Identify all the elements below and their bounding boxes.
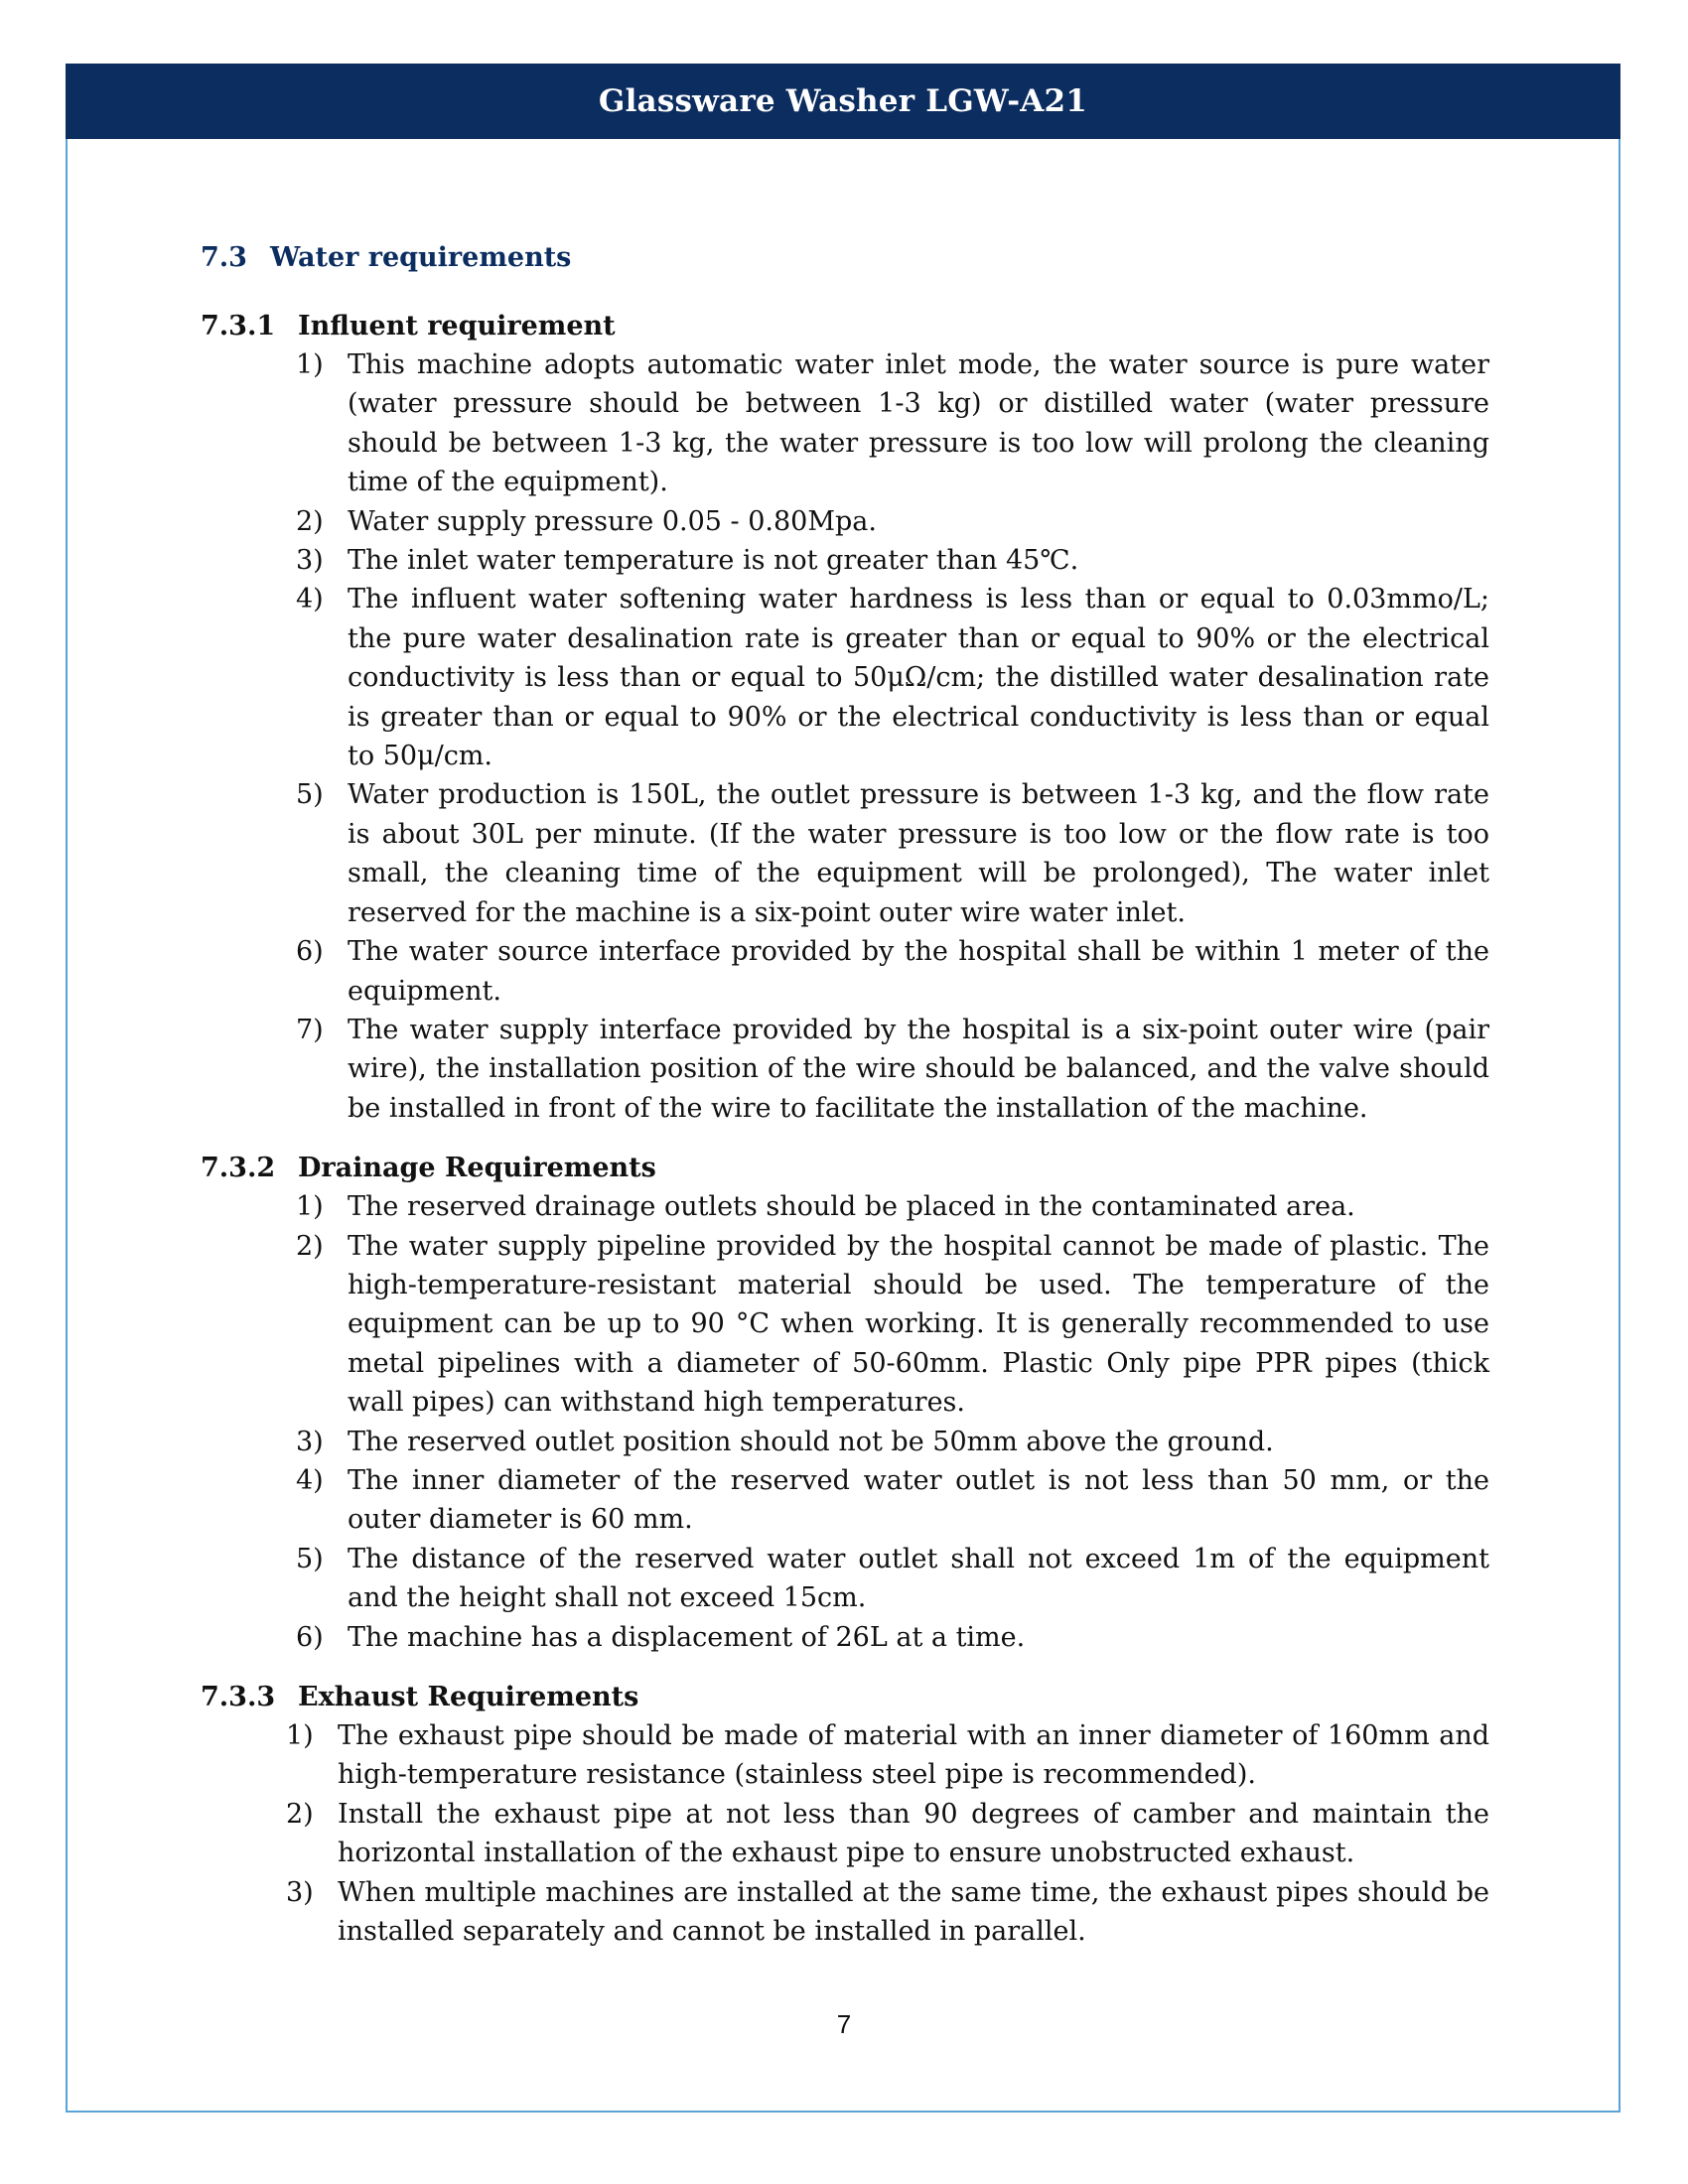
list-marker: 6) — [296, 1621, 324, 1653]
list-item-text: This machine adopts automatic water inlet mode, the water source is pure water (water pressure should be between 1-3 kg) or distilled water (water pressure should be between 1-3 kg, the water pressure is too low will prolong the cleaning time of the equipment). — [348, 349, 1489, 498]
list-item-text: The inlet water temperature is not greater than 45℃. — [348, 545, 1079, 577]
list-item-text: The exhaust pipe should be made of material with an inner diameter of 160mm and high-temperature resistance (stainless steel pipe is recommended). — [338, 1720, 1489, 1791]
list-marker: 6) — [296, 936, 324, 968]
list-item — [296, 1011, 1489, 1128]
subsection-heading-drainage — [201, 1149, 1491, 1187]
list-marker: 5) — [296, 779, 324, 811]
list-item-text: Water production is 150L, the outlet pressure is between 1-3 kg, and the flow rate is about 30L per minute. (If the water pressure is too low or the flow rate is too small, the cleaning time of the equipment will be prolonged), The water inlet reserved for the machine is a six-point outer wire water inlet. — [348, 779, 1489, 928]
exhaust-requirements-list — [201, 1716, 1491, 1951]
list-marker: 2) — [296, 1230, 324, 1262]
subsection-heading-influent — [201, 307, 1491, 345]
list-marker: 2) — [296, 505, 324, 537]
list-item — [296, 1187, 1489, 1226]
subsection-number: 7.3.2 — [201, 1153, 276, 1184]
document-header — [66, 64, 1620, 139]
subsection-number: 7.3.1 — [201, 311, 276, 341]
section-number: 7.3 — [201, 242, 247, 273]
list-item — [296, 775, 1489, 932]
drainage-requirements-list — [201, 1187, 1491, 1657]
list-item-text: The reserved outlet position should not be 50mm above the ground. — [348, 1426, 1274, 1457]
list-item-text: The influent water softening water hardness is less than or equal to 0.03mmo/L; the pure water desalination rate is greater than or equal to 90% or the electrical conductivity is less than or equal to 50μΩ/cm; the distilled water desalination rate is greater than or equal to 90% or the electrical conductivity is less than or equal to 50μ/cm. — [348, 584, 1489, 772]
list-item-text: The reserved drainage outlets should be placed in the contaminated area. — [348, 1191, 1355, 1223]
list-item-text: Water supply pressure 0.05 - 0.80Mpa. — [348, 505, 877, 537]
list-item-text: The distance of the reserved water outlet shall not exceed 1m of the equipment and the height shall not exceed 15cm. — [348, 1543, 1489, 1614]
list-item — [286, 1716, 1489, 1795]
list-item-text: The inner diameter of the reserved water outlet is not less than 50 mm, or the outer diameter is 60 mm. — [348, 1464, 1489, 1536]
list-marker: 1) — [296, 1191, 324, 1223]
list-item — [296, 580, 1489, 775]
list-marker: 4) — [296, 1464, 324, 1496]
list-item — [286, 1873, 1489, 1952]
list-marker: 7) — [296, 1014, 324, 1045]
list-item-text: Install the exhaust pipe at not less than 90 degrees of camber and maintain the horizontal installation of the exhaust pipe to ensure unobstructed exhaust. — [338, 1798, 1489, 1869]
page-content — [201, 230, 1491, 1951]
list-item-text: The water supply pipeline provided by the hospital cannot be made of plastic. The high-temperature-resistant material should be used. The temperature of the equipment can be up to 90 °C when working. It is generally recommended to use metal pipelines with a diameter of 50-60mm. Plastic Only pipe PPR pipes (thick wall pipes) can withstand high temperatures. — [348, 1230, 1489, 1419]
list-marker: 2) — [286, 1798, 314, 1830]
list-item — [296, 1540, 1489, 1618]
list-item — [296, 1423, 1489, 1461]
list-item — [296, 1227, 1489, 1423]
page-number: 7 — [836, 2009, 852, 2039]
subsection-title: Drainage Requirements — [298, 1153, 656, 1184]
subsection-heading-exhaust — [201, 1678, 1491, 1716]
list-item — [286, 1795, 1489, 1873]
subsection-title: Exhaust Requirements — [298, 1682, 639, 1712]
list-item-text: The machine has a displacement of 26L at a time. — [348, 1621, 1026, 1653]
list-item — [296, 1461, 1489, 1540]
list-item-text: The water source interface provided by the hospital shall be within 1 meter of the equipment. — [348, 936, 1489, 1007]
list-marker: 5) — [296, 1543, 324, 1574]
list-marker: 1) — [296, 349, 324, 380]
list-item — [296, 932, 1489, 1011]
influent-requirements-list — [201, 345, 1491, 1128]
list-marker: 3) — [296, 545, 324, 577]
subsection-number: 7.3.3 — [201, 1682, 276, 1712]
document-title: Glassware Washer LGW-A21 — [598, 83, 1088, 119]
list-item — [296, 541, 1489, 580]
list-marker: 1) — [286, 1720, 314, 1751]
list-item — [296, 502, 1489, 541]
list-item-text: The water supply interface provided by the hospital is a six-point outer wire (pair wire), the installation position of the wire should be balanced, and the valve should be installed in front of the wire to facilitate the installation of the machine. — [348, 1014, 1489, 1124]
list-marker: 4) — [296, 584, 324, 615]
list-item — [296, 345, 1489, 502]
list-item — [296, 1618, 1489, 1657]
list-item-text: When multiple machines are installed at the same time, the exhaust pipes should be installed separately and cannot be installed in parallel. — [338, 1876, 1489, 1948]
subsection-title: Influent requirement — [298, 311, 616, 341]
section-title: Water requirements — [270, 242, 572, 273]
section-heading — [201, 230, 1491, 286]
list-marker: 3) — [286, 1876, 314, 1908]
list-marker: 3) — [296, 1426, 324, 1457]
